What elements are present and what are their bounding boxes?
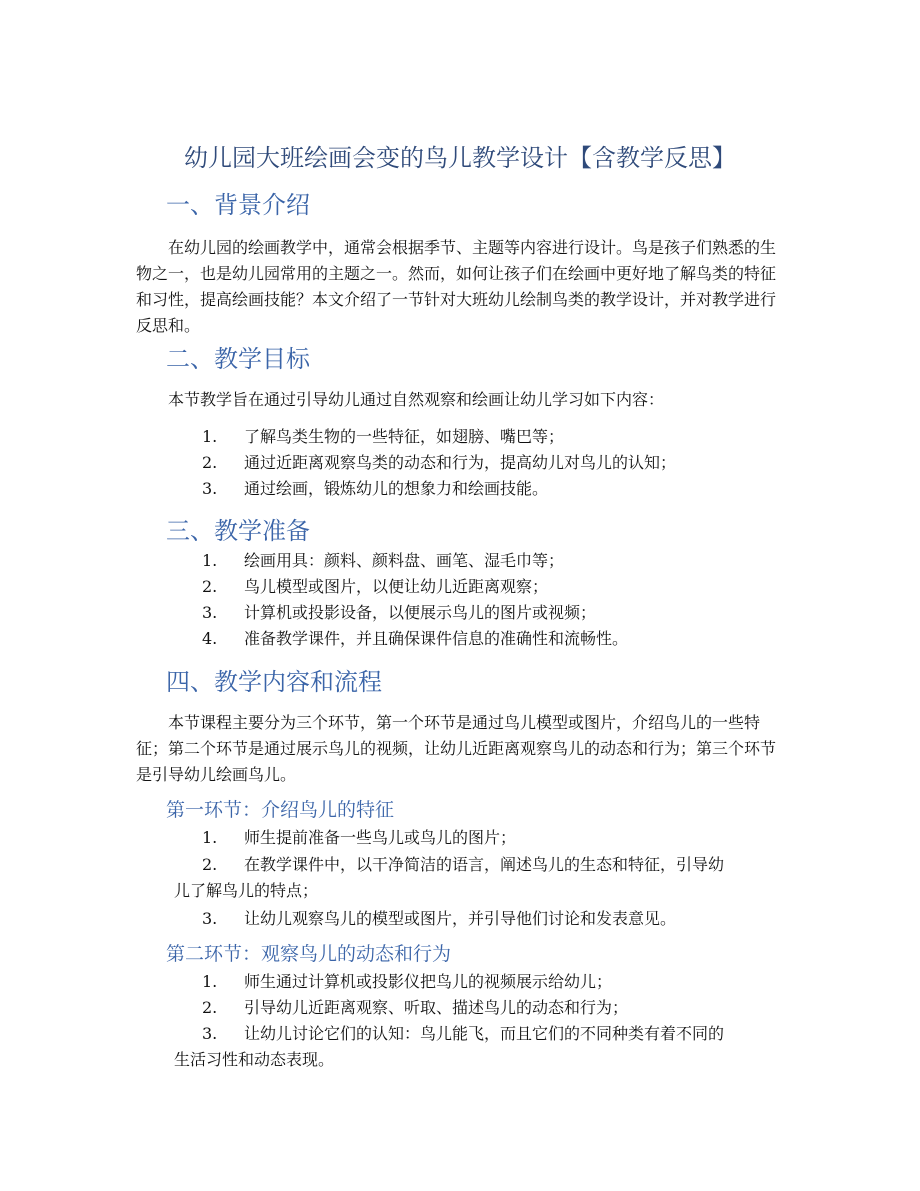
list-item-text-continued: 生活习性和动态表现。 <box>174 1050 335 1069</box>
list-objectives <box>0 424 920 502</box>
list-item-number: 1. <box>202 427 218 446</box>
paragraph-background: 在幼儿园的绘画教学中，通常会根据季节、主题等内容进行设计。鸟是孩子们熟悉的生物之一，也是幼儿园常用的主题之一。然而，如何让孩子们在绘画中更好地了解鸟类的特征和习性，提高绘画技能？本文介绍了一节针对大班幼儿绘制鸟类的教学设计，并对教学进行反思和。 <box>136 238 777 335</box>
document-title: 幼儿园大班绘画会变的鸟儿教学设计【含教学反思】 <box>184 144 736 172</box>
list-item-text: 计算机或投影设备，以便展示鸟儿的图片或视频； <box>244 603 597 622</box>
list-item <box>0 852 920 904</box>
list-step-two <box>0 969 920 1073</box>
list-item-number: 2. <box>202 998 218 1017</box>
list-item <box>0 600 920 626</box>
list-item-number: 3. <box>202 909 218 928</box>
list-item <box>0 450 920 476</box>
list-item-number: 4. <box>202 629 218 648</box>
list-item-text: 让幼儿讨论它们的认知：鸟儿能飞，而且它们的不同种类有着不同的 <box>244 1024 725 1043</box>
list-item <box>0 476 920 502</box>
list-item-text: 鸟儿模型或图片，以便让幼儿近距离观察； <box>244 577 549 596</box>
list-item-text: 了解鸟类生物的一些特征，如翅膀、嘴巴等； <box>244 427 565 446</box>
list-item-text-continued: 儿了解鸟儿的特点； <box>174 881 319 900</box>
list-item-number: 3. <box>202 479 218 498</box>
list-preparation <box>0 548 920 652</box>
list-item-number: 1. <box>202 551 218 570</box>
heading-content-flow: 四、教学内容和流程 <box>166 668 382 696</box>
list-item-number: 1. <box>202 828 218 847</box>
list-item <box>0 424 920 450</box>
list-item <box>0 825 920 851</box>
list-item-text: 师生通过计算机或投影仪把鸟儿的视频展示给幼儿； <box>244 972 613 991</box>
list-item <box>0 548 920 574</box>
subheading-step-one: 第一环节：介绍鸟儿的特征 <box>166 799 395 821</box>
subheading-step-two: 第二环节：观察鸟儿的动态和行为 <box>166 943 452 965</box>
list-item-number: 2. <box>202 453 218 472</box>
list-item-text: 引导幼儿近距离观察、听取、描述鸟儿的动态和行为； <box>244 998 629 1017</box>
list-item-number: 2. <box>202 577 218 596</box>
list-item <box>0 969 920 995</box>
list-item-number: 3. <box>202 1024 218 1043</box>
list-step-one <box>0 825 920 932</box>
list-item-text: 通过绘画，锻炼幼儿的想象力和绘画技能。 <box>244 479 549 498</box>
list-item-text: 绘画用具：颜料、颜料盘、画笔、湿毛巾等； <box>244 551 565 570</box>
paragraph-objectives-intro: 本节教学旨在通过引导幼儿通过自然观察和绘画让幼儿学习如下内容： <box>168 390 665 409</box>
list-item <box>0 906 920 932</box>
heading-objectives: 二、教学目标 <box>166 345 310 373</box>
heading-background: 一、背景介绍 <box>166 191 310 219</box>
list-item-text: 在教学课件中，以干净简洁的语言，阐述鸟儿的生态和特征，引导幼 <box>244 855 725 874</box>
list-item-number: 1. <box>202 972 218 991</box>
list-item-text: 师生提前准备一些鸟儿或鸟儿的图片； <box>244 828 517 847</box>
list-item <box>0 574 920 600</box>
list-item-number: 3. <box>202 603 218 622</box>
list-item <box>0 626 920 652</box>
list-item-text: 准备教学课件，并且确保课件信息的准确性和流畅性。 <box>244 629 629 648</box>
list-item <box>0 995 920 1021</box>
list-item-number: 2. <box>202 855 218 874</box>
heading-preparation: 三、教学准备 <box>166 517 310 545</box>
list-item-text: 让幼儿观察鸟儿的模型或图片，并引导他们讨论和发表意见。 <box>244 909 677 928</box>
paragraph-content-flow: 本节课程主要分为三个环节，第一个环节是通过鸟儿模型或图片，介绍鸟儿的一些特征；第二个环节是通过展示鸟儿的视频，让幼儿近距离观察鸟儿的动态和行为；第三个环节是引导幼儿绘画鸟儿。 <box>136 713 777 784</box>
list-item-text: 通过近距离观察鸟类的动态和行为，提高幼儿对鸟儿的认知； <box>244 453 677 472</box>
list-item <box>0 1021 920 1073</box>
